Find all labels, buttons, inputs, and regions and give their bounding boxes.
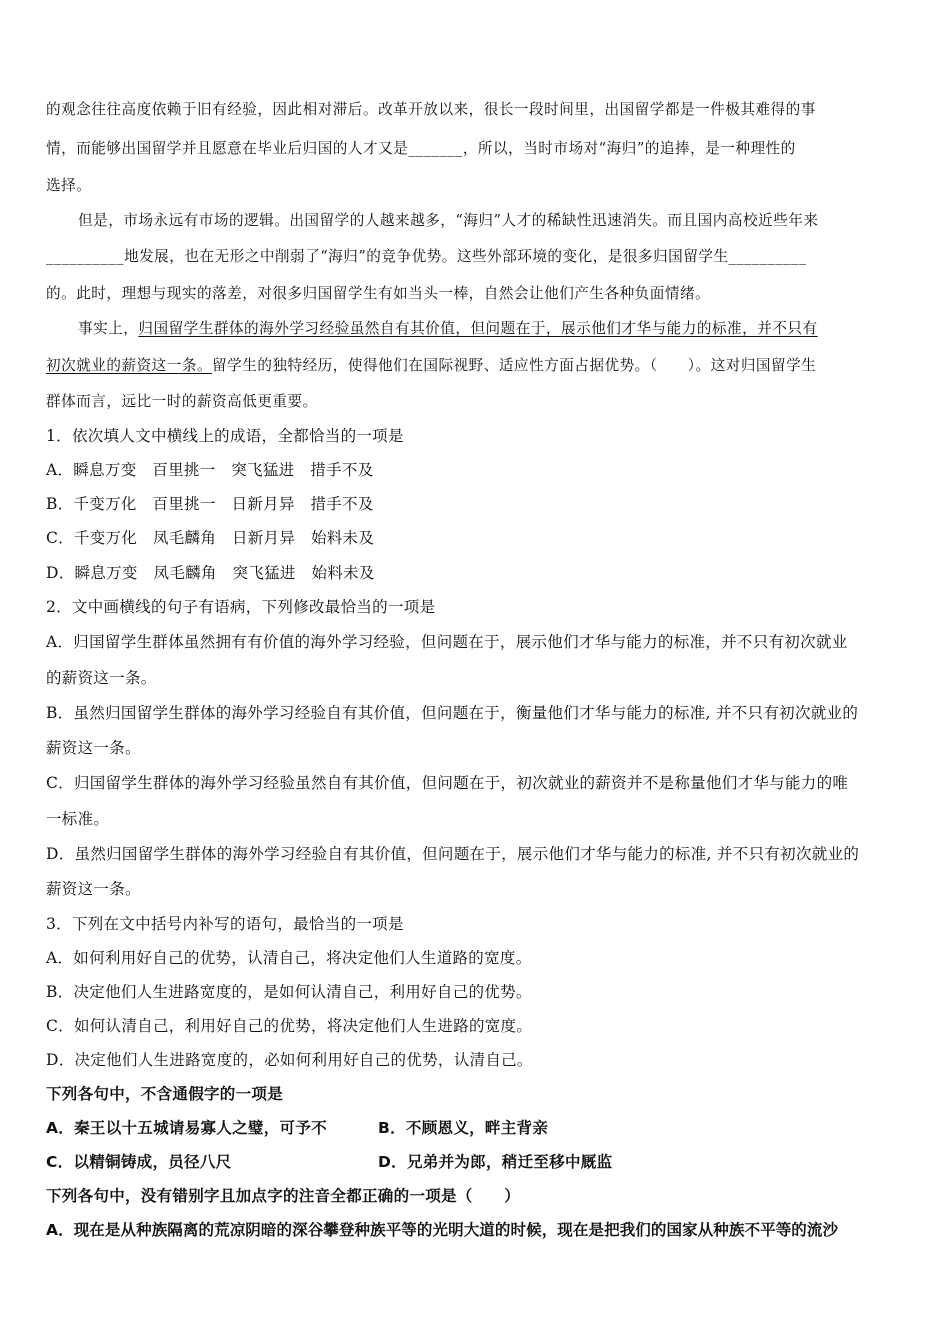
q2-option-a-line1[interactable]: A．归国留学生群体虽然拥有有价值的海外学习经验，但问题在于，展示他们才华与能力的标准，并不只有初次就业 xyxy=(46,633,848,651)
underlined-sentence-part2: 初次就业的薪资这一条。 xyxy=(46,357,213,374)
q2-stem: 2．文中画横线的句子有语病，下列修改最恰当的一项是 xyxy=(46,598,436,616)
q2-option-c-line1[interactable]: C．归国留学生群体的海外学习经验虽然自有其价值，但问题在于，初次就业的薪资并不是称量他们才华与能力的唯 xyxy=(46,774,849,792)
q4-option-b[interactable]: B．不顾恩义，畔主背亲 xyxy=(378,1119,549,1137)
passage-p3-line1 xyxy=(78,319,906,339)
q3-option-d[interactable]: D．决定他们人生进路宽度的，必如何利用好自己的优势，认清自己。 xyxy=(46,1051,533,1069)
underlined-sentence-part1: 归国留学生群体的海外学习经验虽然自有其价值，但问题在于，展示他们才华与能力的标准，并不只有 xyxy=(138,320,818,337)
q1-stem: 1．依次填人文中横线上的成语，全都恰当的一项是 xyxy=(46,427,404,445)
passage-p2-line3: 的。此时，理想与现实的落差，对很多归国留学生有如当头一棒，自然会让他们产生各种负面情绪。 xyxy=(46,285,711,302)
q4-stem: 下列各句中，不含通假字的一项是 xyxy=(46,1085,284,1103)
passage-p2-line2: __________地发展，也在无形之中削弱了“海归”的竞争优势。这些外部环境的变化，是很多归国留学生__________ xyxy=(46,248,807,265)
q5-stem: 下列各句中，没有错别字且加点字的注音全都正确的一项是（ ） xyxy=(46,1187,521,1205)
q1-option-a[interactable]: A．瞬息万变 百里挑一 突飞猛进 措手不及 xyxy=(46,461,374,479)
q3-option-b[interactable]: B．决定他们人生进路宽度的，是如何认清自己，利用好自己的优势。 xyxy=(46,983,532,1001)
passage-p3-rest: 留学生的独特经历，使得他们在国际视野、适应性方面占据优势。（ ）。这对归国留学生 xyxy=(212,357,817,374)
passage-p1-line3: 选择。 xyxy=(46,177,92,194)
passage-p3-line3: 群体而言，远比一时的薪资高低更重要。 xyxy=(46,393,318,410)
q4-option-c[interactable]: C．以精铜铸成，员径八尺 xyxy=(46,1153,232,1171)
q1-option-d[interactable]: D．瞬息万变 凤毛麟角 突飞猛进 始料未及 xyxy=(46,564,375,582)
q2-option-c-line2[interactable]: 一标准。 xyxy=(46,810,110,828)
q3-option-a[interactable]: A．如何利用好自己的优势，认清自己，将决定他们人生道路的宽度。 xyxy=(46,949,532,967)
q3-option-c[interactable]: C．如何认清自己，利用好自己的优势，将决定他们人生进路的宽度。 xyxy=(46,1017,533,1035)
q5-option-a[interactable]: A．现在是从种族隔离的荒凉阴暗的深谷攀登种族平等的光明大道的时候，现在是把我们的国家从种族不平等的流沙 xyxy=(46,1221,839,1239)
q1-option-b[interactable]: B．千变万化 百里挑一 日新月异 措手不及 xyxy=(46,495,374,513)
q2-option-d-line2[interactable]: 薪资这一条。 xyxy=(46,880,141,898)
passage-p3-line2 xyxy=(46,356,906,376)
passage-p1-line2: 情，而能够出国留学并且愿意在毕业后归国的人才又是_______，所以，当时市场对“海归”的追捧，是一种理性的 xyxy=(46,140,796,157)
q2-option-d-line1[interactable]: D．虽然归国留学生群体的海外学习经验自有其价值，但问题在于，展示他们才华与能力的标准, 并不只有初次就业的 xyxy=(46,845,860,863)
q2-option-b-line1[interactable]: B．虽然归国留学生群体的海外学习经验自有其价值，但问题在于，衡量他们才华与能力的标准, 并不只有初次就业的 xyxy=(46,704,859,722)
q2-option-b-line2[interactable]: 薪资这一条。 xyxy=(46,739,141,757)
q3-stem: 3．下列在文中括号内补写的语句，最恰当的一项是 xyxy=(46,915,404,933)
passage-p1-line1: 的观念往往高度依赖于旧有经验，因此相对滞后。改革开放以来，很长一段时间里，出国留学都是一件极其难得的事 xyxy=(46,101,816,118)
q4-option-d[interactable]: D．兄弟并为郎，稍迁至移中厩监 xyxy=(378,1153,613,1171)
q2-option-a-line2[interactable]: 的薪资这一条。 xyxy=(46,669,157,687)
passage-p2-line1: 但是，市场永远有市场的逻辑。出国留学的人越来越多，“海归”人才的稀缺性迅速消失。而且国内高校近些年来 xyxy=(78,212,819,229)
q1-option-c[interactable]: C．千变万化 凤毛麟角 日新月异 始料未及 xyxy=(46,529,375,547)
q4-option-a[interactable]: A．秦王以十五城请易寡人之璧，可予不 xyxy=(46,1119,327,1137)
passage-p3-lead: 事实上， xyxy=(78,320,139,337)
